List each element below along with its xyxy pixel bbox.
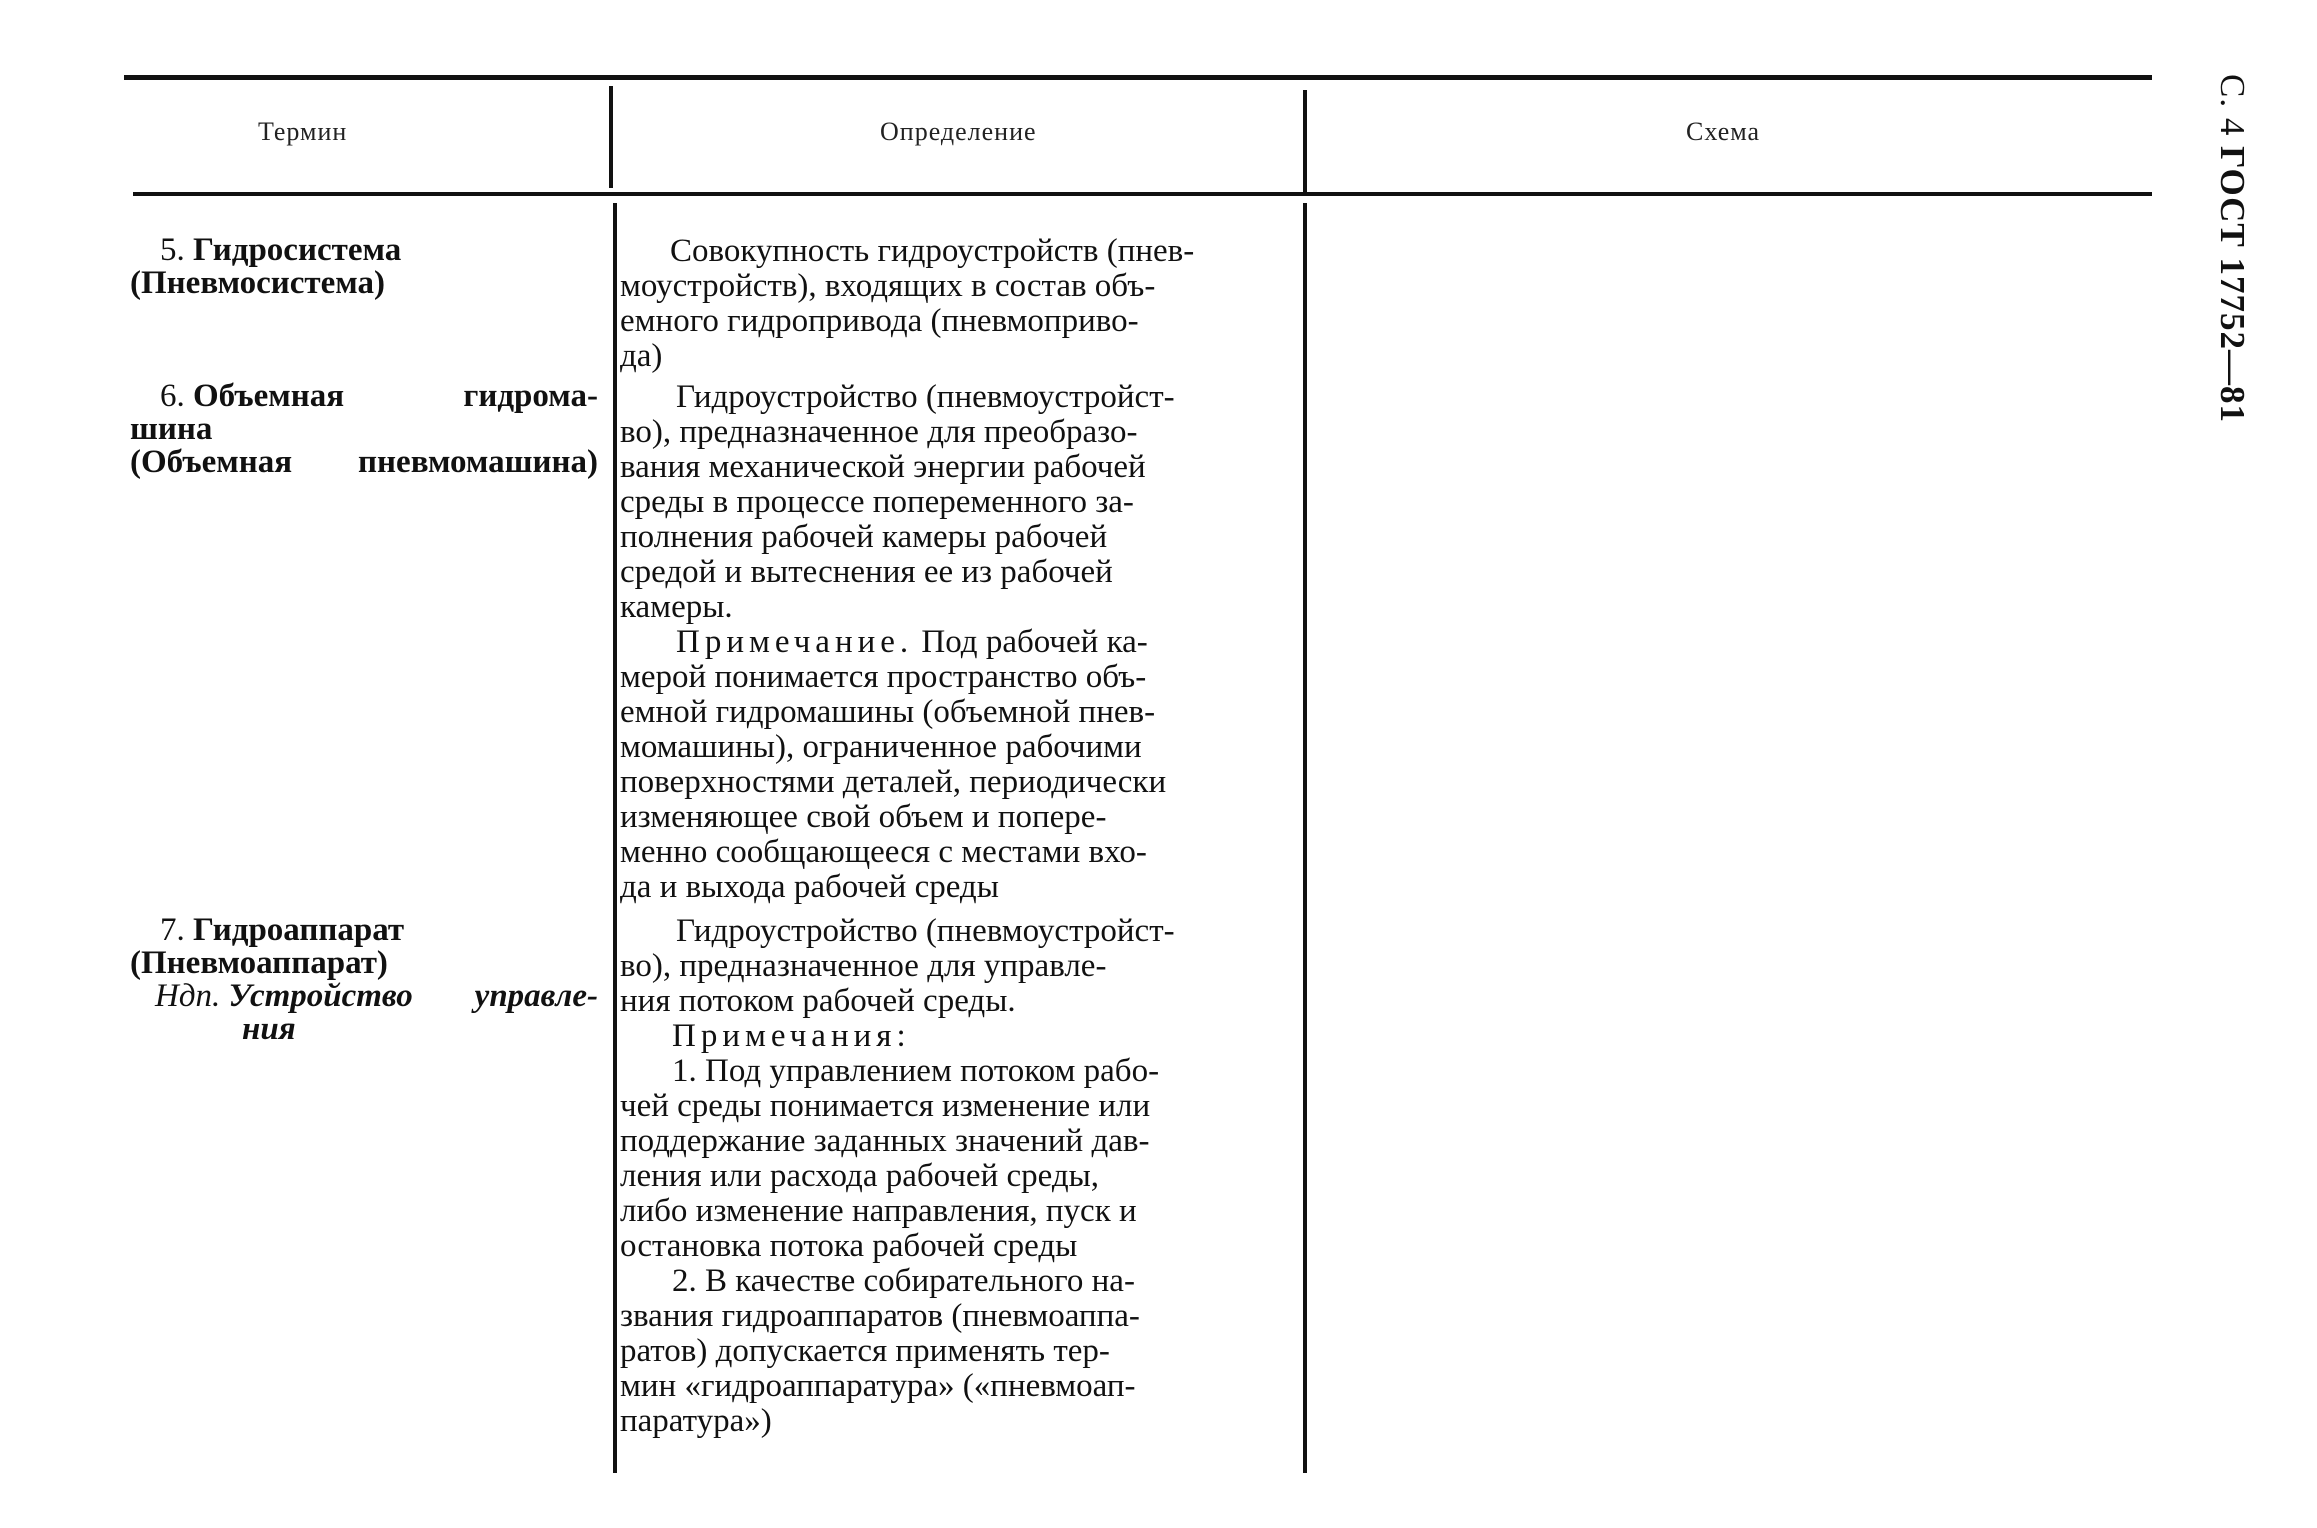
header-definition: Определение (880, 117, 1037, 146)
term-5-line-1 (130, 234, 600, 267)
header-column-divider-2 (1303, 90, 1307, 192)
def-6-line: полнения рабочей камеры рабочей (620, 519, 1108, 555)
note-7-1-line: чей среды понимается изменение или (620, 1088, 1151, 1124)
term-6-alt-1: (Объемная (130, 444, 293, 480)
definition-6 (620, 380, 1275, 905)
ndp-term-2: ния (242, 1011, 296, 1047)
note-7-1-line: 1. Под управлением потоком рабо- (672, 1053, 1160, 1089)
def-6-line: среды в процессе попеременного за- (620, 484, 1134, 520)
term-6-alt-2: пневмомашина) (358, 444, 598, 480)
def-6-line: камеры. (620, 589, 733, 625)
definition-5 (620, 234, 1275, 374)
def-6-line: средой и вытеснения ее из рабочей (620, 554, 1113, 590)
scheme-column (1310, 203, 2150, 1473)
term-7-title: Гидроаппарат (193, 912, 405, 948)
note-7-1-line: либо изменение направления, пуск и (620, 1193, 1137, 1229)
notes-7-label-text: Примечания: (672, 1018, 911, 1054)
term-7-line-4 (130, 1013, 600, 1046)
term-6-number: 6. (160, 378, 185, 414)
term-5-line-2 (130, 267, 600, 300)
running-header (2212, 74, 2252, 423)
term-6 (130, 380, 600, 479)
note-6-line: момашины), ограниченное рабочими (620, 729, 1142, 765)
ndp-term-1b: управле- (474, 978, 598, 1014)
term-5 (130, 234, 600, 300)
term-7-line-1 (130, 914, 600, 947)
def-6-line: Гидроустройство (пневмоустройст- (676, 379, 1175, 415)
term-7-line-3 (130, 980, 598, 1013)
term-6-line-3 (130, 446, 598, 479)
table-top-rule (124, 75, 2152, 80)
note-7-2-line: ратов) допускается применять тер- (620, 1333, 1110, 1369)
def-6-line: вания механической энергии рабочей (620, 449, 1146, 485)
term-6-word-2a: гидрома- (463, 378, 598, 414)
term-7-line-2 (130, 947, 600, 980)
term-7-alt: (Пневмоаппарат) (130, 945, 388, 981)
note-7-1-line: ления или расхода рабочей среды, (620, 1158, 1100, 1194)
standard-code: ГОСТ 17752—81 (2213, 146, 2252, 424)
def-7-line: во), предназначенное для управле- (620, 948, 1107, 984)
note-7-1-line: поддержание заданных значений дав- (620, 1123, 1150, 1159)
term-6-word-1: Объемная (193, 378, 345, 414)
notes-7-label (620, 1019, 1275, 1054)
note-7-2-line: мин «гидроаппаратура» («пневмоап- (620, 1368, 1136, 1404)
def-5-line: Совокупность гидроустройств (пнев- (670, 233, 1195, 269)
term-6-line-1 (130, 380, 598, 413)
def-5-line: моустройств), входящих в состав объ- (620, 268, 1156, 304)
table-header-rule (133, 192, 2152, 196)
term-6-word-2b: шина (130, 411, 213, 447)
header-column-divider-1 (609, 86, 613, 188)
header-term: Термин (258, 117, 348, 146)
ndp-term-1a: Устройство (228, 978, 413, 1014)
term-5-number: 5. (160, 232, 185, 268)
note-7-2-line: звания гидроаппаратов (пневмоаппа- (620, 1298, 1140, 1334)
note-7-2-line: паратура») (620, 1403, 772, 1439)
note-6-first-line (620, 625, 1275, 660)
body-column-divider-2 (1303, 203, 1307, 1473)
def-7-line: Гидроустройство (пневмоустройст- (676, 913, 1175, 949)
term-5-alt: (Пневмосистема) (130, 265, 386, 301)
note-7-1-line: остановка потока рабочей среды (620, 1228, 1078, 1264)
term-6-line-2 (130, 413, 600, 446)
term-5-title: Гидросистема (193, 232, 402, 268)
note-6-line: изменяющее свой объем и попере- (620, 799, 1107, 835)
page-number: С. 4 (2213, 74, 2252, 137)
def-5-line: емного гидропривода (пневмоприво- (620, 303, 1139, 339)
note-6-line: мерой понимается пространство объ- (620, 659, 1147, 695)
note-6-line: менно сообщающееся с местами вхо- (620, 834, 1147, 870)
def-5-line: да) (620, 338, 663, 374)
def-7-line: ния потоком рабочей среды. (620, 983, 1016, 1019)
note-7-2-line: 2. В качестве собирательного на- (672, 1263, 1135, 1299)
body-column-divider-1 (613, 203, 617, 1473)
def-6-line: во), предназначенное для преобразо- (620, 414, 1138, 450)
note-6-line: емной гидромашины (объемной пнев- (620, 694, 1156, 730)
term-7-number: 7. (160, 912, 185, 948)
definition-7 (620, 914, 1275, 1439)
header-scheme: Схема (1686, 117, 1761, 146)
ndp-label: Ндп. (155, 978, 221, 1014)
note-6-line: поверхностями деталей, периодически (620, 764, 1167, 800)
term-7 (130, 914, 600, 1046)
note-6-label: Примечание. (676, 624, 914, 660)
note-6-line: да и выхода рабочей среды (620, 869, 999, 905)
note-6-text: Под рабочей ка- (921, 624, 1148, 660)
